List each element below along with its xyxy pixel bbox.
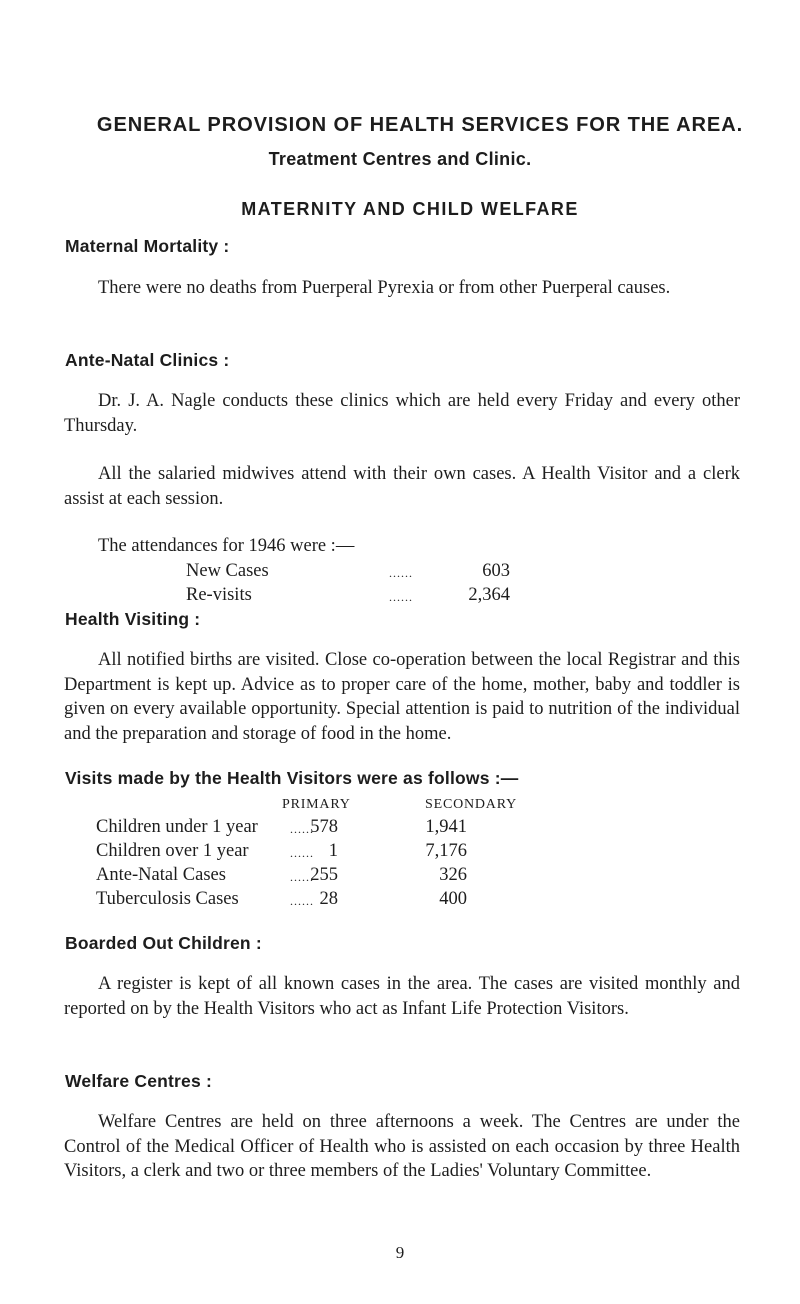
row-label: Children under 1 year — [96, 817, 258, 837]
attendance-value: 603 — [482, 561, 510, 581]
row-label: Children over 1 year — [96, 841, 249, 861]
page-subtitle: Treatment Centres and Clinic. — [268, 149, 532, 169]
row-secondary-value: 326 — [439, 865, 467, 885]
row-dots: ...... — [290, 822, 314, 836]
boarded-out-text — [64, 972, 740, 1021]
row-secondary-value: 400 — [439, 889, 467, 909]
page-title: GENERAL PROVISION OF HEALTH SERVICES FOR THE AREA. — [96, 113, 744, 136]
row-secondary-value: 7,176 — [425, 841, 467, 861]
row-secondary-value: 1,941 — [425, 817, 467, 837]
row-dots: ...... — [290, 846, 314, 860]
boarded-out-heading: Boarded Out Children : — [65, 933, 262, 953]
row-primary-value: 28 — [319, 889, 338, 909]
ante-natal-paragraph-2: All the salaried midwives attend with their own cases. A Health Visitor and a clerk assist at each session. — [64, 464, 740, 509]
attendance-label: Re-visits — [186, 585, 252, 605]
page-number: 9 — [395, 1243, 405, 1262]
health-visiting-text — [64, 648, 740, 746]
welfare-centres-paragraph: Welfare Centres are held on three afternoons a week. The Centres are under the Control of the Medical Officer of Health who is assisted on each occasion by three Health Visitors, a clerk and two or three members of the Ladies' Voluntary Committee. — [64, 1112, 740, 1181]
welfare-centres-heading: Welfare Centres : — [65, 1071, 213, 1091]
boarded-out-paragraph: A register is kept of all known cases in the area. The cases are visited monthly and reported on by the Health Visitors who act as Infant Life Protection Visitors. — [64, 974, 740, 1019]
maternal-mortality-paragraph: There were no deaths from Puerperal Pyrexia or from other Puerperal causes. — [98, 278, 671, 298]
section-title: MATERNITY AND CHILD WELFARE — [241, 199, 579, 219]
health-visiting-heading: Health Visiting : — [65, 609, 201, 629]
row-primary-value: 255 — [310, 865, 338, 885]
ante-natal-text-1 — [64, 389, 740, 438]
maternal-mortality-heading: Maternal Mortality : — [65, 236, 230, 256]
ante-natal-paragraph-1: Dr. J. A. Nagle conducts these clinics which are held every Friday and every other Thursday. — [64, 391, 740, 436]
attendance-dots: ...... — [389, 566, 413, 580]
row-dots: ...... — [290, 870, 314, 884]
ante-natal-heading: Ante-Natal Clinics : — [65, 350, 230, 370]
health-visiting-paragraph: All notified births are visited. Close co-operation between the local Registrar and this Department is kept up. Advice as to proper care of the home, mother, baby and toddler is given on every available opportunity. Special attention is paid to nutrition of the individual and the preparation and storage of food in the home. — [64, 650, 740, 744]
attendance-value: 2,364 — [468, 585, 510, 605]
visits-heading: Visits made by the Health Visitors were as follows :— — [65, 768, 519, 788]
row-dots: ...... — [290, 894, 314, 908]
ante-natal-text-2 — [64, 462, 740, 511]
row-primary-value: 578 — [310, 817, 338, 837]
attendance-label: New Cases — [186, 561, 269, 581]
row-label: Ante-Natal Cases — [96, 865, 226, 885]
maternal-mortality-text — [64, 276, 740, 301]
attendances-intro: The attendances for 1946 were :— — [98, 536, 355, 556]
row-primary-value: 1 — [328, 841, 338, 861]
column-header-secondary: SECONDARY — [425, 797, 517, 812]
welfare-centres-text — [64, 1110, 740, 1184]
row-label: Tuberculosis Cases — [96, 889, 239, 909]
column-header-primary: PRIMARY — [282, 797, 351, 812]
attendance-dots: ...... — [389, 590, 413, 604]
